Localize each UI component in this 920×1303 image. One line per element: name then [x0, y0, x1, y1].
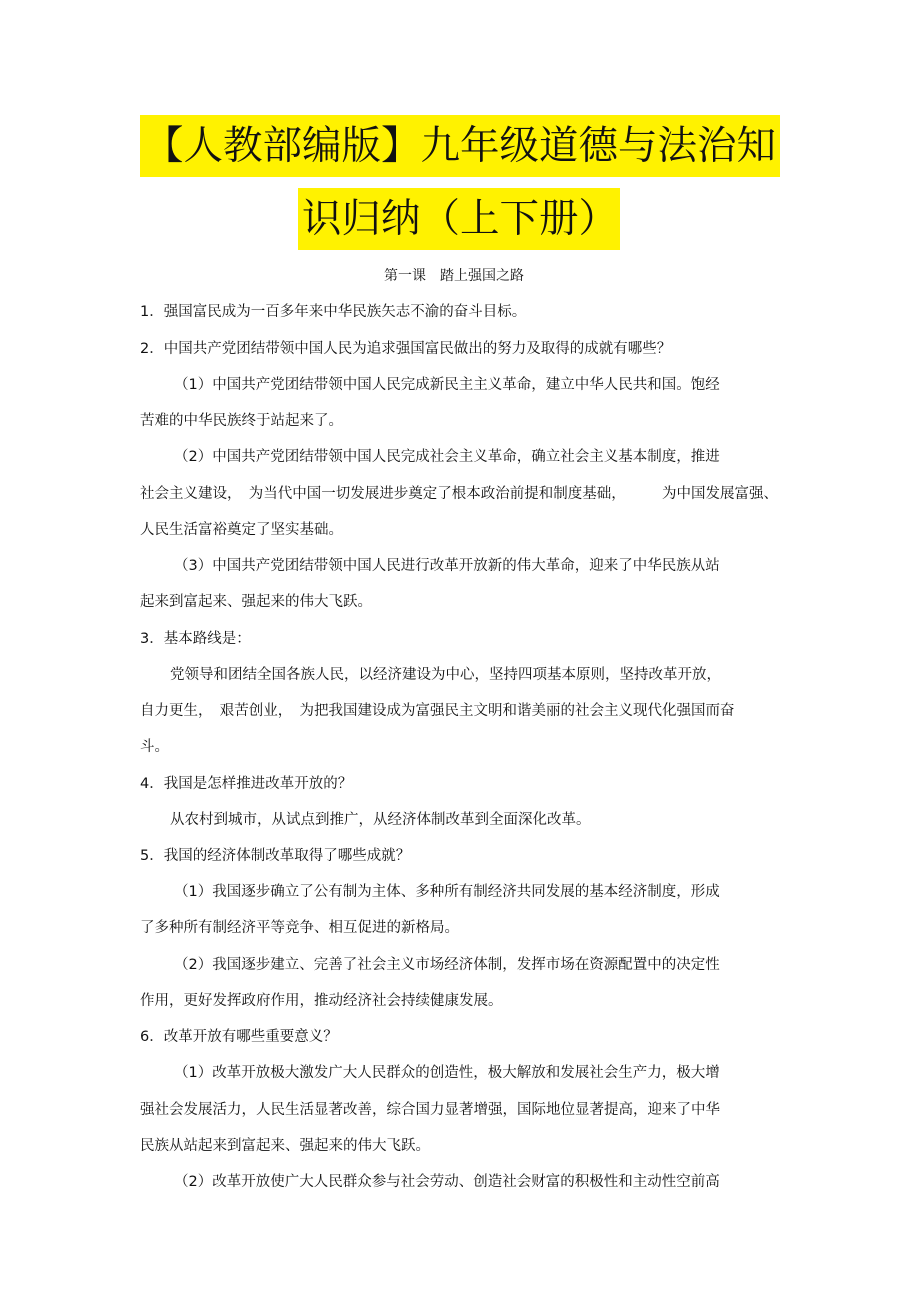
text-line: （1）改革开放极大激发广大人民群众的创造性，极大解放和发展社会生产力，极大增 [174, 1065, 720, 1081]
text-line: （1）我国逐步确立了公有制为主体、多种所有制经济共同发展的基本经济制度，形成 [174, 884, 720, 900]
text-line: 人民生活富裕奠定了坚实基础。 [140, 522, 343, 538]
document-title-line-1: 【人教部编版】九年级道德与法治知 [140, 115, 780, 177]
text-line: 自力更生， 艰苦创业， 为把我国建设成为富强民主文明和谐美丽的社会主义现代化强国而奋 [140, 703, 735, 719]
text-line: 1．强国富民成为一百多年来中华民族矢志不渝的奋斗目标。 [140, 304, 527, 320]
text-line: 3．基本路线是： [140, 631, 251, 647]
text-line: 5．我国的经济体制改革取得了哪些成就？ [140, 848, 411, 864]
text-line: 党领导和团结全国各族人民，以经济建设为中心，坚持四项基本原则，坚持改革开放， [170, 667, 721, 683]
text-line: 民族从站起来到富起来、强起来的伟大飞跃。 [140, 1138, 430, 1154]
text-line: （2）中国共产党团结带领中国人民完成社会主义革命，确立社会主义基本制度，推进 [174, 449, 720, 465]
text-line: （3）中国共产党团结带领中国人民进行改革开放新的伟大革命，迎来了中华民族从站 [174, 558, 720, 574]
document-title-line-2: 识归纳（上下册） [298, 188, 620, 250]
text-line: （2）我国逐步建立、完善了社会主义市场经济体制，发挥市场在资源配置中的决定性 [174, 957, 720, 973]
text-line: 起来到富起来、强起来的伟大飞跃。 [140, 594, 372, 610]
text-line: 社会主义建设， 为当代中国一切发展进步奠定了根本政治前提和制度基础， 为中国发展富强、 [140, 486, 778, 502]
text-line: 斗。 [140, 739, 169, 755]
text-line: （2）改革开放使广大人民群众参与社会劳动、创造社会财富的积极性和主动性空前高 [174, 1174, 720, 1190]
text-line: 从农村到城市，从试点到推广，从经济体制改革到全面深化改革。 [170, 812, 591, 828]
text-line: （1）中国共产党团结带领中国人民完成新民主主义革命，建立中华人民共和国。饱经 [174, 377, 720, 393]
text-line: 4．我国是怎样推进改革开放的？ [140, 776, 353, 792]
text-line: 2．中国共产党团结带领中国人民为追求强国富民做出的努力及取得的成就有哪些？ [140, 341, 672, 357]
text-line: 了多种所有制经济平等竞争、相互促进的新格局。 [140, 920, 459, 936]
text-line: 6．改革开放有哪些重要意义？ [140, 1029, 338, 1045]
text-line: 苦难的中华民族终于站起来了。 [140, 413, 343, 429]
lesson-heading: 第一课 踏上强国之路 [384, 268, 524, 284]
text-line: 作用，更好发挥政府作用，推动经济社会持续健康发展。 [140, 993, 503, 1009]
text-line: 强社会发展活力，人民生活显著改善，综合国力显著增强，国际地位显著提高，迎来了中华 [140, 1102, 720, 1118]
